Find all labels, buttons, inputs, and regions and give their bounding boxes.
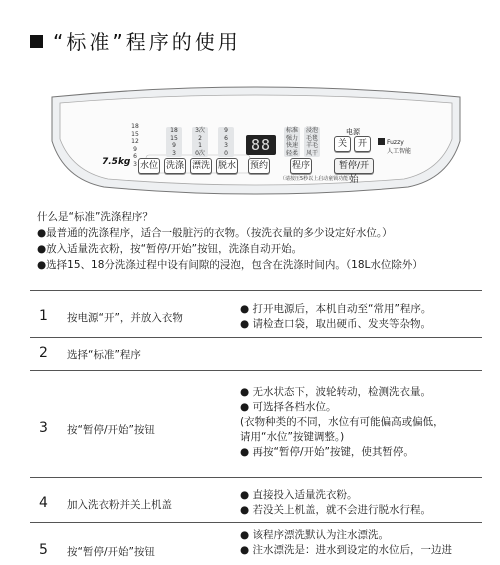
wash-time-indicators: 18 15 9 3 <box>166 127 182 157</box>
time-display: 88 <box>246 135 276 155</box>
fuzzy-logo: Fuzzy 人工智能 <box>378 138 411 155</box>
step-number: 3 <box>39 420 48 436</box>
program-indicators-left: 标准 强力 快速 轻柔 <box>285 127 298 157</box>
page-title-text: “标准”程序的使用 <box>53 30 241 54</box>
intro-bullet: ●最普通的洗涤程序，适合一般脏污的衣物。（按洗衣量的多少设定好水位。） <box>37 227 393 239</box>
water-level-scale: 18 15 12 9 6 3 <box>131 123 139 168</box>
water-level-button[interactable]: 水位 <box>138 158 160 174</box>
step-text: 按“暂停/开始”按钮 <box>67 424 155 436</box>
program-indicators-right: 浸泡 毛毯 羊毛 风干 <box>305 127 318 157</box>
power-label: 电源 <box>346 128 360 136</box>
divider <box>30 337 482 338</box>
step-text: 选择“标准”程序 <box>67 349 141 361</box>
intro-bullet: ●放入适量洗衣粉，按“暂停/开始”按钮，洗涤自动开始。 <box>37 243 303 255</box>
step-text: 按电源“开”，并放入衣物 <box>67 312 183 324</box>
step-number: 1 <box>39 308 48 324</box>
square-bullet-icon <box>30 35 43 48</box>
step-number: 5 <box>39 542 48 558</box>
pause-start-button[interactable]: 暂停/开始 <box>334 158 374 174</box>
step-notes: ● 无水状态下，波轮转动，检测洗衣量。 ● 可选择各档水位。 (衣物种类的不同，水位有可能偏高或偏低， 请用“水位”按键调整。) ● 再按“暂停/开始”按键，使其暂停。 <box>240 386 444 458</box>
step-number: 4 <box>39 495 48 511</box>
fuzzy-icon <box>378 138 385 145</box>
step-notes: ● 直接投入适量洗衣粉。 ● 若没关上机盖，就不会进行脱水行程。 <box>240 489 431 516</box>
rinse-indicators: 3次 2 1 0次 <box>192 127 208 157</box>
intro-section <box>37 209 423 273</box>
spin-button[interactable]: 脱水 <box>216 158 238 174</box>
step-number: 2 <box>39 345 48 361</box>
divider <box>30 370 482 371</box>
capacity-label: 7.5kg <box>102 157 131 167</box>
power-off-button[interactable]: 关 <box>334 136 351 152</box>
divider <box>30 477 482 478</box>
divider <box>30 522 482 523</box>
divider <box>30 290 482 291</box>
child-lock-note: （请按压5秒以上启动童锁功能） <box>280 176 354 182</box>
step-notes: ● 该程序漂洗默认为注水漂洗。 ● 注水漂洗是：进水到设定的水位后，一边进 <box>240 529 452 556</box>
wash-button[interactable]: 洗涤 <box>164 158 186 174</box>
intro-bullet: ●选择15、18分洗涤过程中设有间隙的浸泡，包含在洗涤时间内。（18L水位除外） <box>37 259 423 271</box>
spin-indicators: 9 6 3 0 <box>218 127 234 157</box>
control-panel <box>48 83 464 205</box>
step-text: 加入洗衣粉并关上机盖 <box>67 499 172 511</box>
page-title <box>30 26 241 55</box>
step-notes: ● 打开电源后，本机自动至“常用”程序。 ● 请检查口袋，取出硬币、发夹等杂物。 <box>240 303 432 330</box>
step-text: 按“暂停/开始”按钮 <box>67 546 155 558</box>
preset-button[interactable]: 预约 <box>248 158 270 174</box>
rinse-button[interactable]: 漂洗 <box>190 158 212 174</box>
program-button[interactable]: 程序 <box>290 158 312 174</box>
power-on-button[interactable]: 开 <box>354 136 371 152</box>
intro-question: 什么是“标准”洗涤程序？ <box>37 211 153 223</box>
